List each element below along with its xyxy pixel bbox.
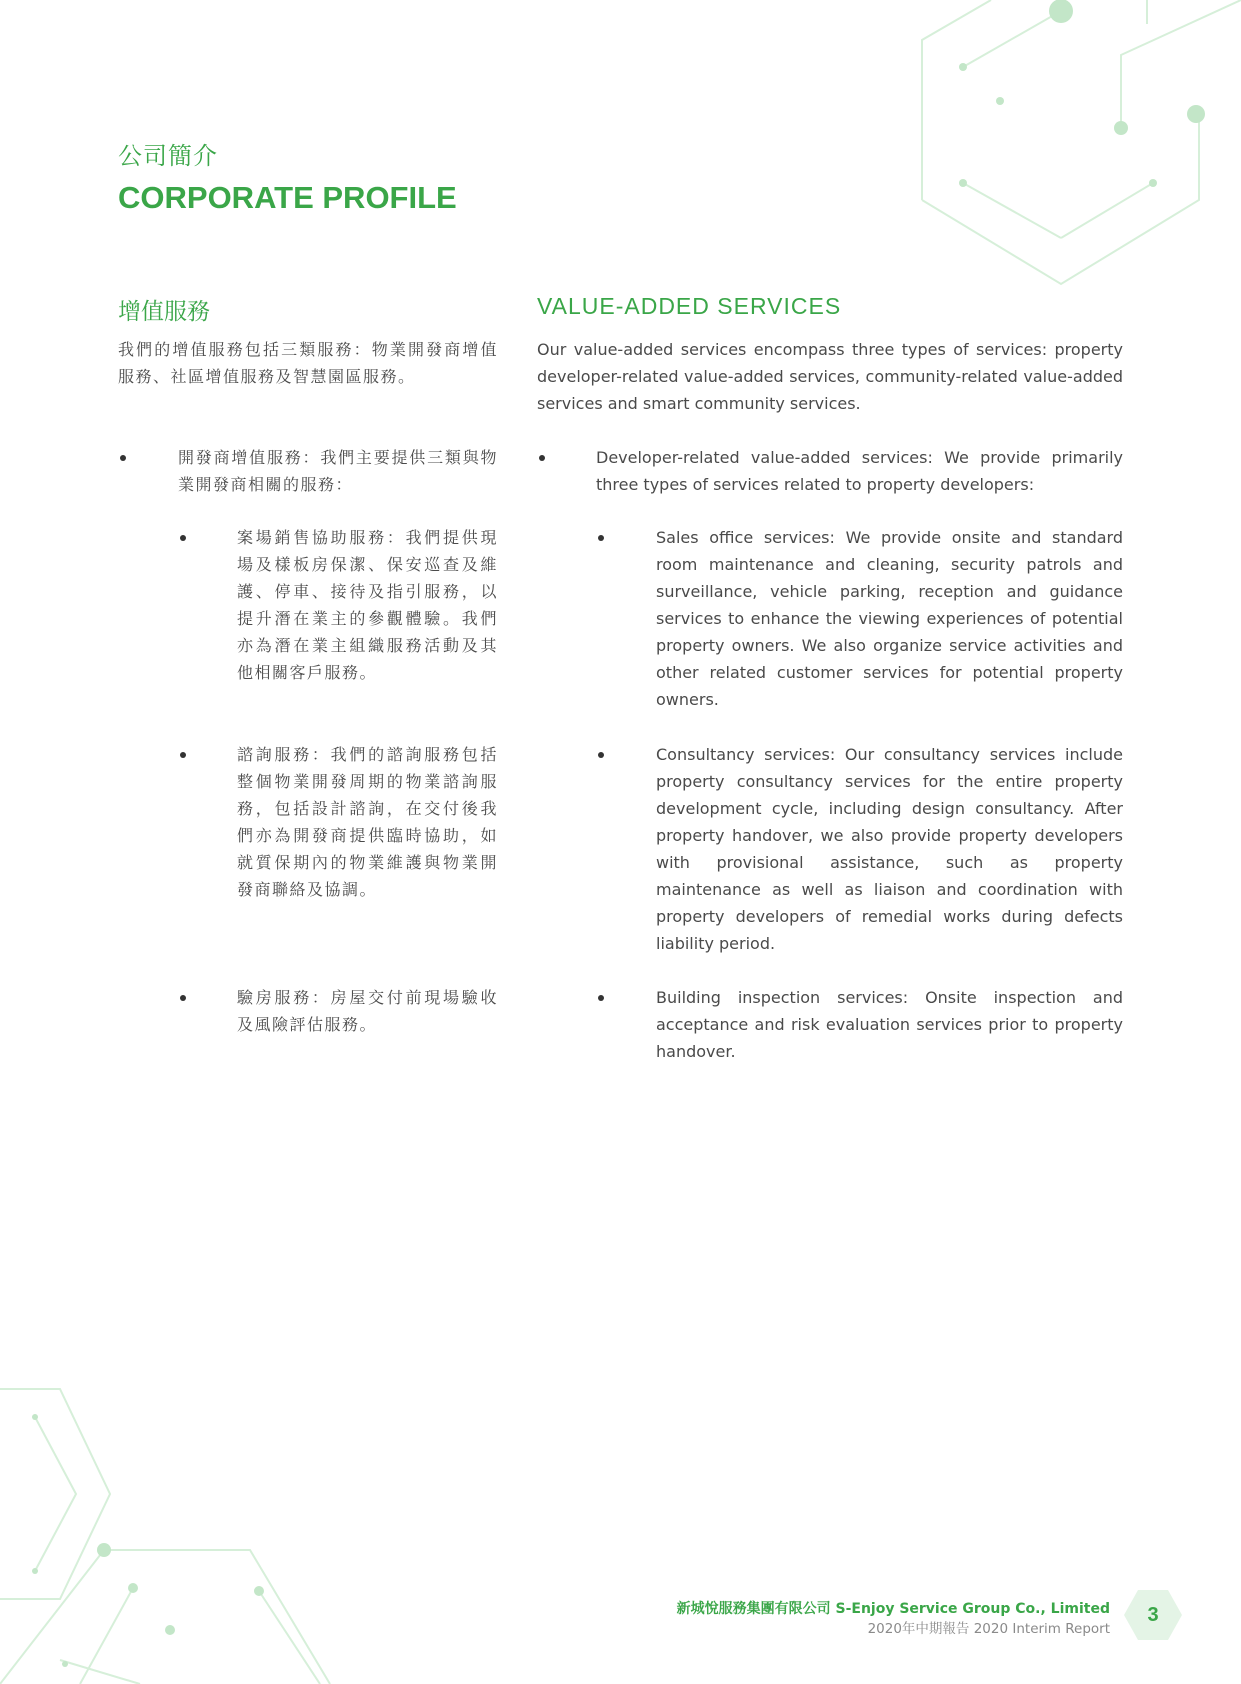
bullet-dot (180, 535, 186, 541)
bullet-dot (598, 995, 604, 1001)
decorative-network-top-right (921, 0, 1241, 300)
inspection-services-cn: 驗房服務：房屋交付前現場驗收及風險評估服務。 (237, 988, 498, 1034)
intro-paragraph-en: Our value-added services encompass three types of services: property developer-related value-added services, community-related value-added services and smart community services. (537, 340, 1123, 413)
intro-paragraph-cn: 我們的增值服務包括三類服務：物業開發商增值服務、社區增值服務及智慧園區服務。 (118, 340, 498, 386)
bullet-dot (539, 455, 545, 461)
consultancy-services-en: Consultancy services: Our consultancy services include property consultancy services for the entire property development cycle, including design consultancy. After property handover, we also provide property developers with provisional assistance, such as property maintenance as well as liaison and coordination with property developers of remedial works during defects liability period. (656, 745, 1123, 953)
sales-office-services-cn: 案場銷售協助服務：我們提供現場及樣板房保潔、保安巡查及維護、停車、接待及指引服務，以提升潛在業主的參觀體驗。我們亦為潛在業主組織服務活動及其他相關客戶服務。 (237, 528, 498, 682)
decorative-network-bottom-left (0, 1380, 360, 1684)
bullet-dot (598, 752, 604, 758)
developer-services-cn: 開發商增值服務：我們主要提供三類與物業開發商相關的服務： (178, 448, 498, 494)
section-heading-cn: 增值服務 (118, 299, 210, 325)
footer-report-title: 2020年中期報告 2020 Interim Report (867, 1621, 1110, 1637)
section-heading-en: VALUE-ADDED SERVICES (537, 293, 842, 319)
page-title-en: CORPORATE PROFILE (118, 180, 457, 215)
bullet-dot (598, 535, 604, 541)
inspection-services-en: Building inspection services: Onsite inspection and acceptance and risk evaluation services prior to property handover. (656, 988, 1123, 1061)
sales-office-services-en: Sales office services: We provide onsite and standard room maintenance and cleaning, security patrols and surveillance, vehicle parking, reception and guidance services to enhance the viewing experiences of potential property owners. We also organize service activities and other related customer services for potential property owners. (656, 528, 1123, 709)
page-title-cn: 公司簡介 (118, 142, 218, 170)
page-number: 3 (1147, 1604, 1159, 1626)
developer-services-en: Developer-related value-added services: We provide primarily three types of services related to property developers: (596, 448, 1123, 494)
bullet-dot (180, 995, 186, 1001)
consultancy-services-cn: 諮詢服務：我們的諮詢服務包括整個物業開發周期的物業諮詢服務，包括設計諮詢，在交付後我們亦為開發商提供臨時協助，如就質保期內的物業維護與物業開發商聯絡及協調。 (237, 745, 498, 899)
bullet-dot (120, 455, 126, 461)
bullet-dot (180, 752, 186, 758)
footer-company-name: 新城悅服務集團有限公司 S-Enjoy Service Group Co., Limited (676, 1601, 1110, 1617)
